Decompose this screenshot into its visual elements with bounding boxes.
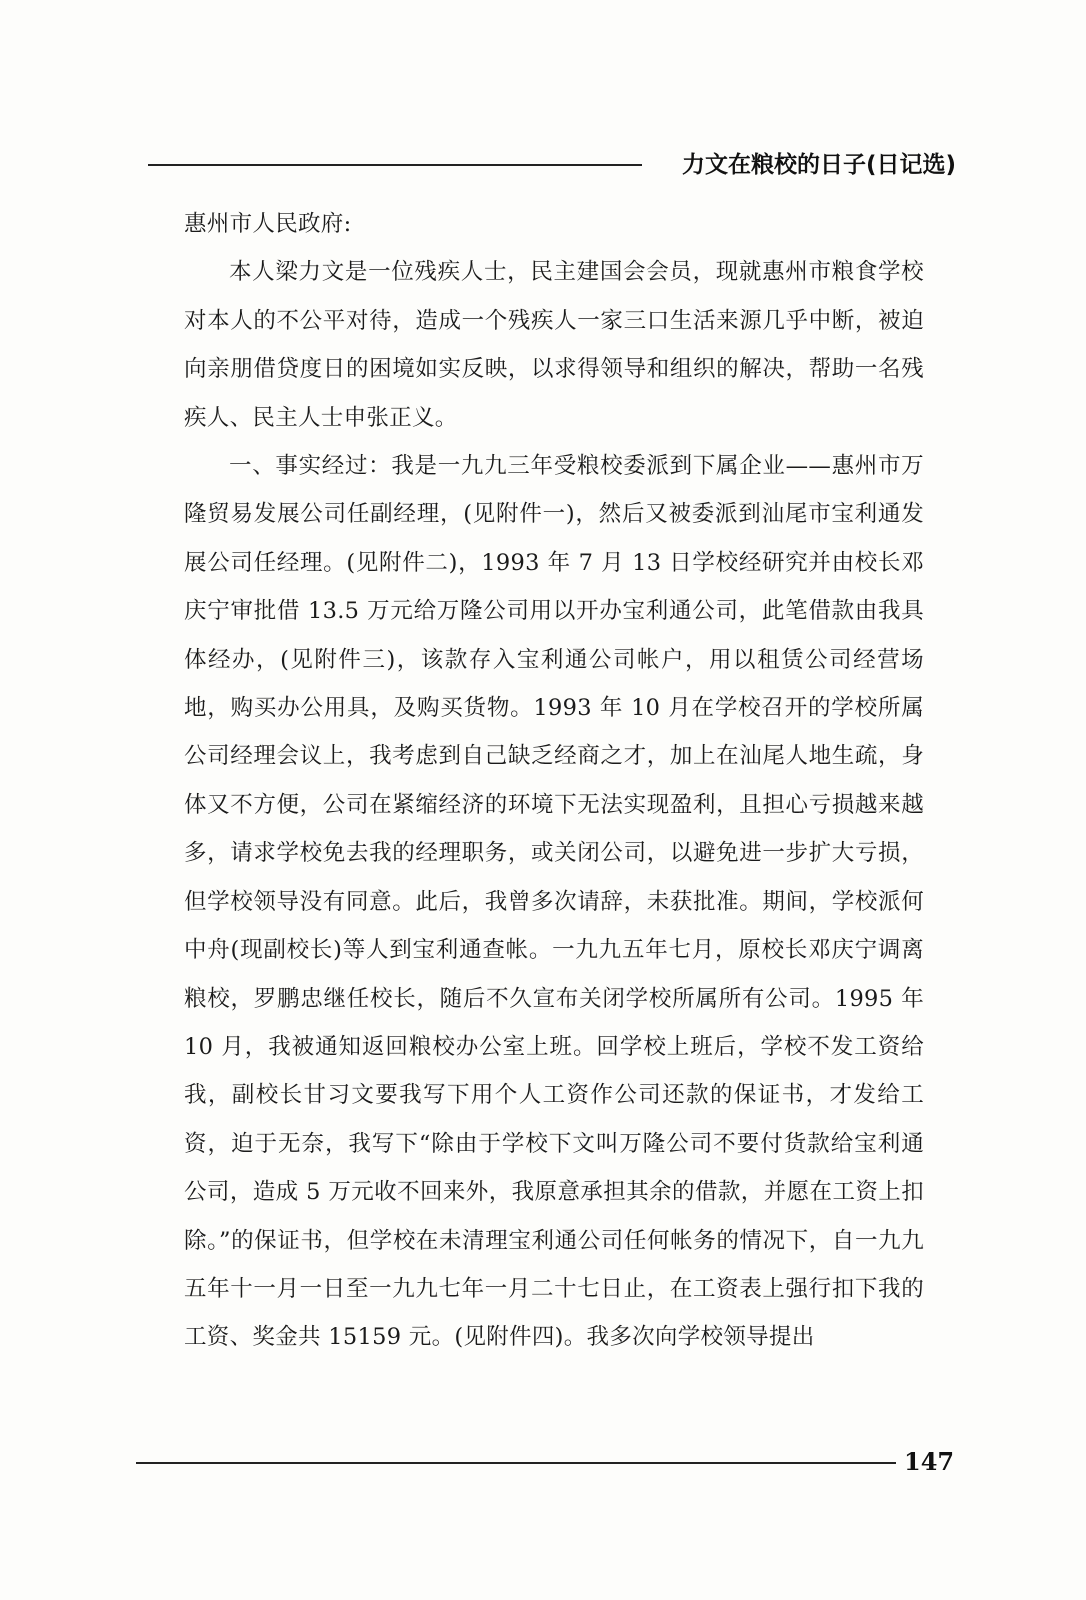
- letter-addressee: 惠州市人民政府:: [184, 211, 352, 237]
- page-footer: [136, 1448, 966, 1488]
- paragraph-facts: 一、事实经过：我是一九九三年受粮校委派到下属企业——惠州市万隆贸易发展公司任副经理，(见附件一)，然后又被委派到汕尾市宝利通发展公司任经理。(见附件二)，1993 年 7 月 13 日学校经研究并由校长邓庆宁审批借 13.5 万元给万隆公司用以开办宝利通公司，此笔借款由我具体经办，(见附件三)，该款存入宝利通公司帐户，用以租赁公司经营场地，购买办公用具，及购买货物。1993 年 10 月在学校召开的学校所属公司经理会议上，我考虑到自己缺乏经商之才，加上在汕尾人地生疏，身体又不方便，公司在紧缩经济的环境下无法实现盈利，且担心亏损越来越多，请求学校免去我的经理职务，或关闭公司，以避免进一步扩大亏损，但学校领导没有同意。此后，我曾多次请辞，未获批准。期间，学校派何中舟(现副校长)等人到宝利通查帐。一九九五年七月，原校长邓庆宁调离粮校，罗鹏忠继任校长，随后不久宣布关闭学校所属所有公司。1995 年 10 月，我被通知返回粮校办公室上班。回学校上班后，学校不发工资给我，副校长甘习文要我写下用个人工资作公司还款的保证书，才发给工资，迫于无奈，我写下“除由于学校下文叫万隆公司不要付货款给宝利通公司，造成 5 万元收不回来外，我原意承担其余的借款，并愿在工资上扣除。”的保证书，但学校在未清理宝利通公司任何帐务的情况下，自一九九五年十一月一日至一九九七年一月二十七日止，在工资表上强行扣下我的工资、奖金共 15159 元。(见附件四)。我多次向学校领导提出: [184, 453, 924, 1351]
- header-rule: [148, 164, 642, 166]
- footer-rule: [136, 1462, 896, 1464]
- running-header: [148, 150, 956, 190]
- paragraph-intro: 本人梁力文是一位残疾人士，民主建国会会员，现就惠州市粮食学校对本人的不公平对待，造成一个残疾人一家三口生活来源几乎中断，被迫向亲朋借贷度日的困境如实反映，以求得领导和组织的解决，帮助一名残疾人、民主人士申张正义。: [184, 259, 924, 431]
- letter-body: [184, 200, 924, 1362]
- page-number: 147: [904, 1447, 955, 1476]
- running-title: 力文在粮校的日子(日记选): [681, 152, 956, 178]
